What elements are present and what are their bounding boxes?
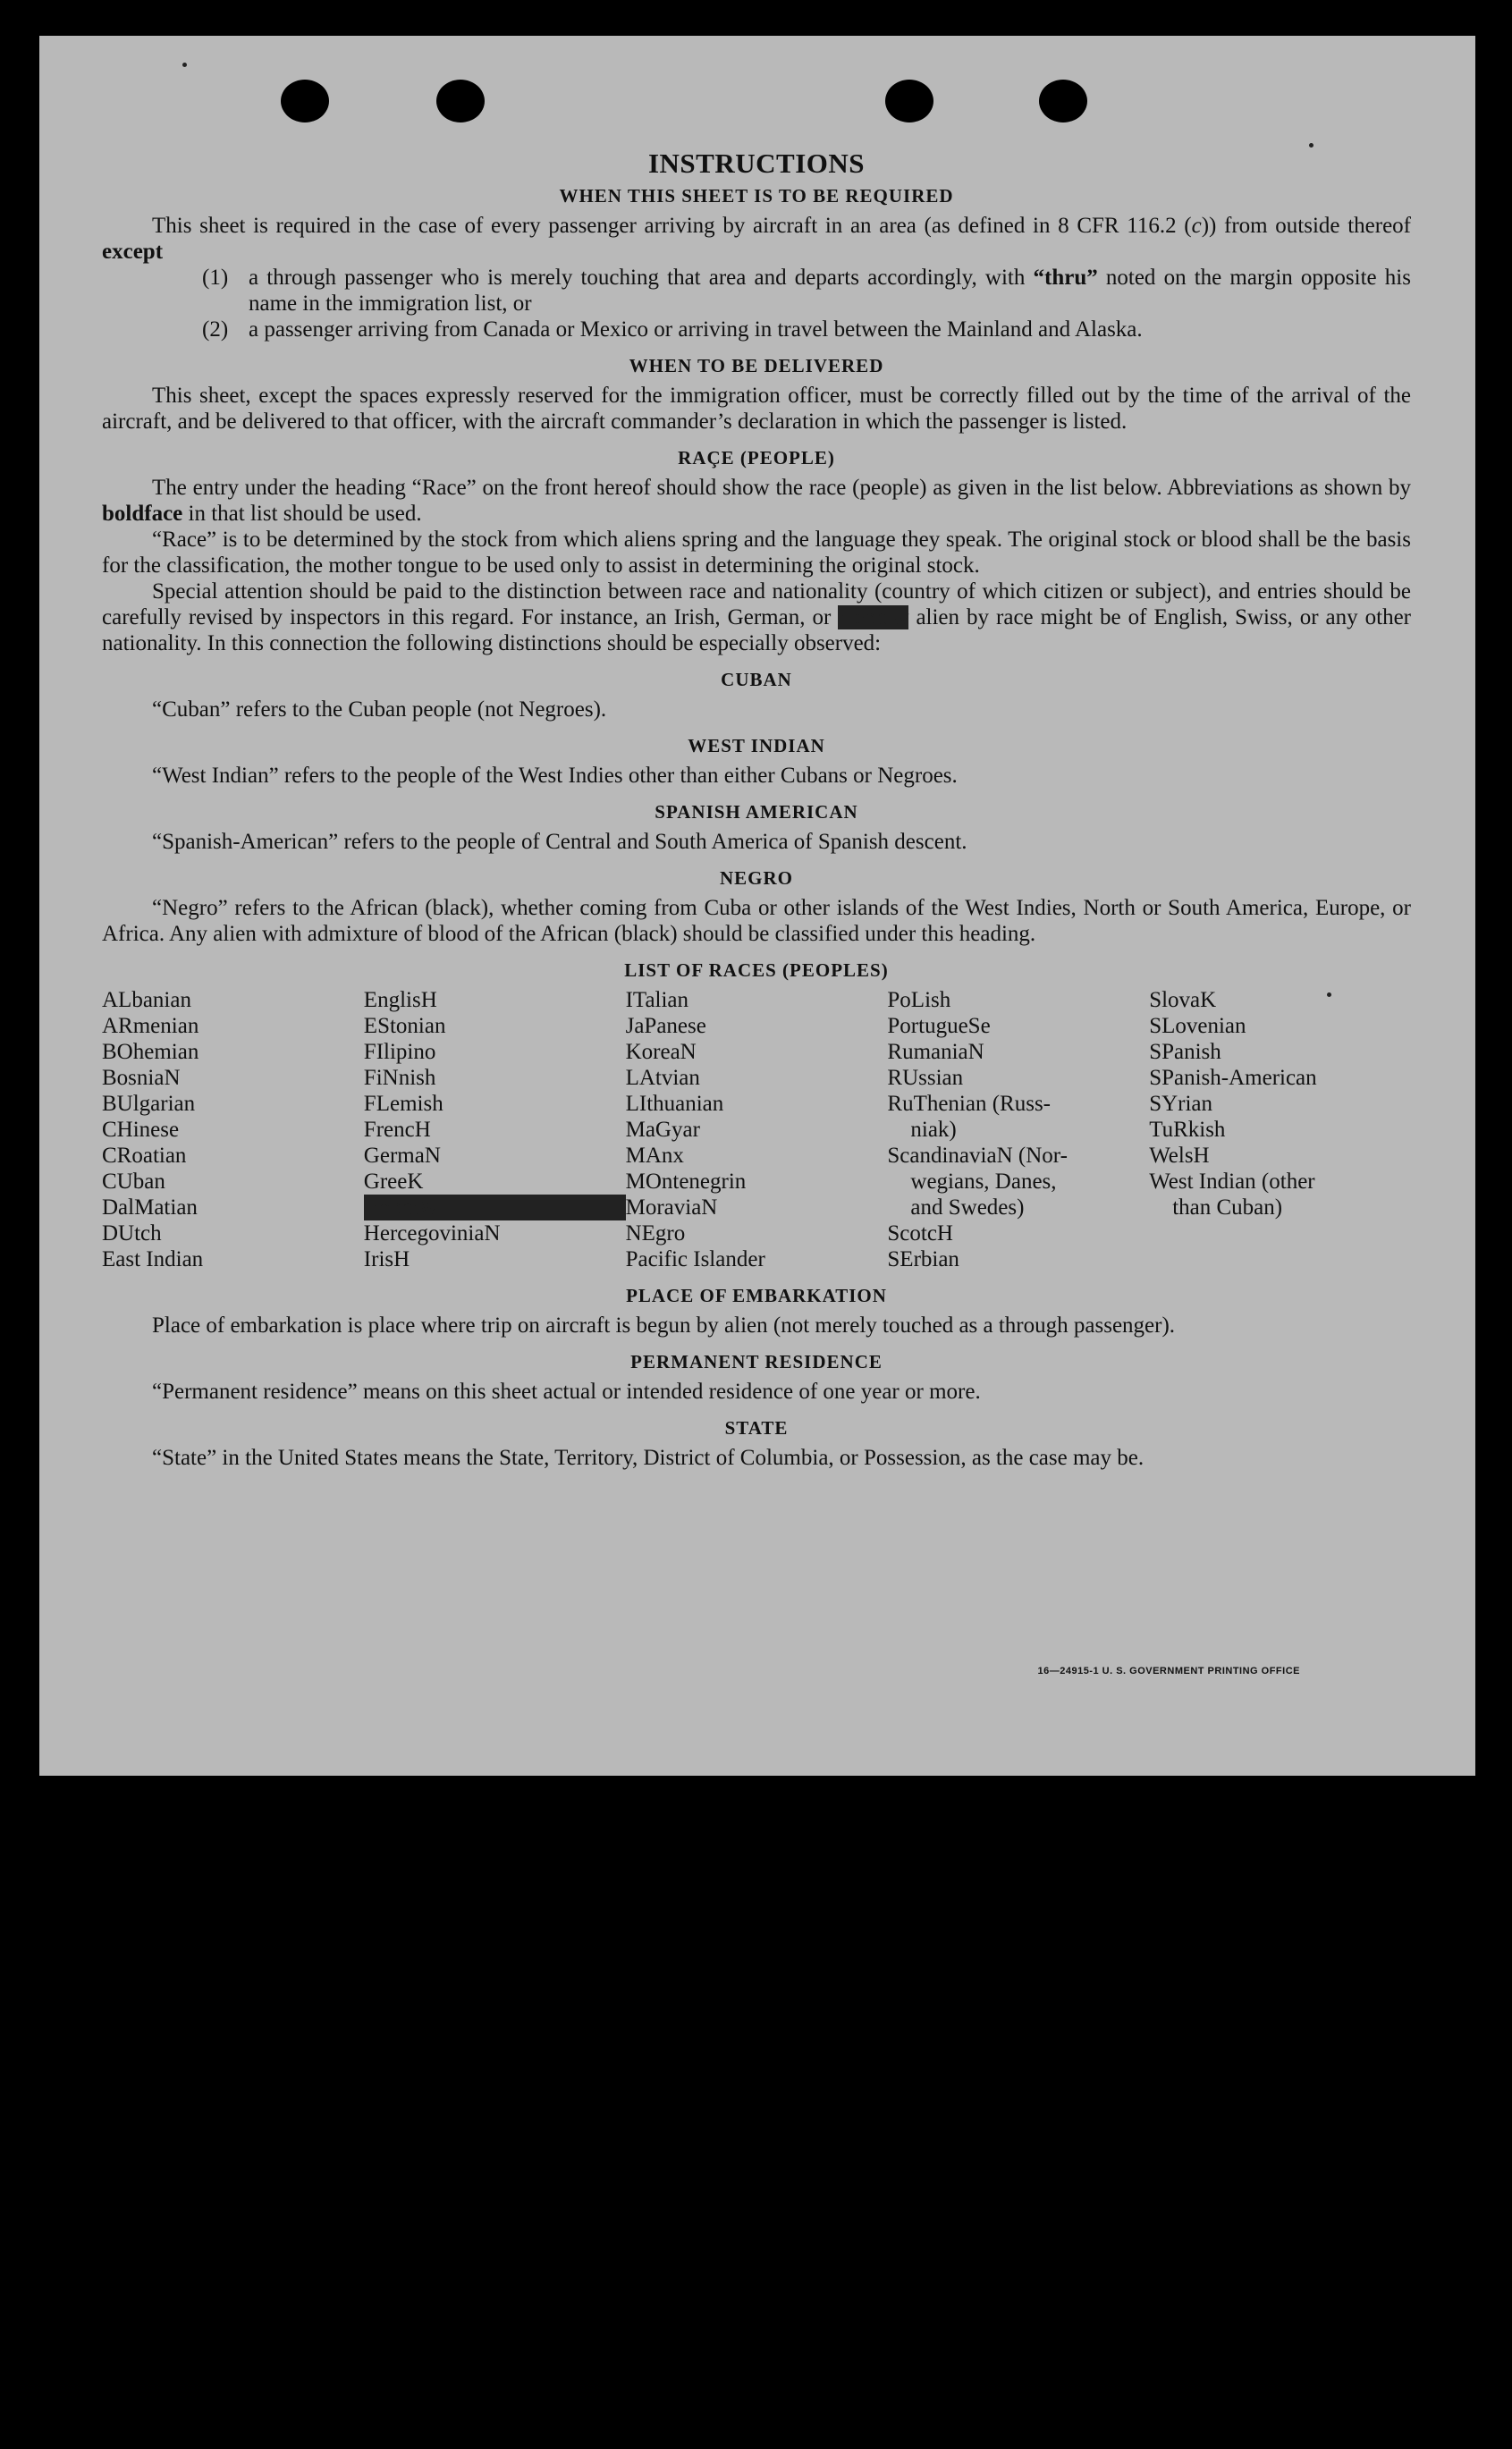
residence-text: “Permanent residence” means on this sheet actual or intended residence of one year or more. [152, 1380, 981, 1404]
races-list [102, 987, 1411, 1272]
race-list-item: RUssian [887, 1066, 964, 1090]
race-list-item: West Indian (other [1149, 1170, 1315, 1194]
race-list-item: ScandinaviaN (Nor- [887, 1144, 1068, 1168]
race-paragraph-2: “Race” is to be determined by the stock from which aliens spring and the language they speak. The original stock or blood shall be the basis for the classification, the mother tongue to be used only to assist in determining the original stock. [102, 528, 1411, 578]
race-list-item: CRoatian [102, 1144, 187, 1168]
embarkation-text: Place of embarkation is place where trip on aircraft is begun by alien (not merely touched as a through passenger). [152, 1313, 1176, 1338]
race-list-item: RuThenian (Russ- [887, 1092, 1052, 1116]
race-list-item: BosniaN [102, 1066, 181, 1090]
races-column-3 [626, 987, 888, 1272]
section-heading-west-indian: WEST INDIAN [688, 735, 825, 756]
section-heading-list: LIST OF RACES (PEOPLES) [624, 959, 889, 981]
race-list-item: EStonian [363, 1014, 446, 1038]
race-list-item: LAtvian [625, 1066, 700, 1090]
section-heading-race: RAÇE (PEOPLE) [678, 447, 835, 469]
section-heading-cuban: CUBAN [721, 669, 792, 690]
race-list-item: East Indian [102, 1247, 204, 1271]
race-list-item: MoraviaN [625, 1195, 718, 1220]
race-list-item: PortugueSe [887, 1014, 991, 1038]
race-list-item: SErbian [887, 1247, 959, 1271]
race-list-item: than Cuban) [1172, 1195, 1283, 1220]
printer-imprint: 16—24915-1 U. S. GOVERNMENT PRINTING OFFICE [1037, 1666, 1300, 1676]
race-list-item: CUban [102, 1170, 165, 1194]
race-list-item: and Swedes) [910, 1195, 1025, 1220]
race-list-item: NEgro [625, 1221, 686, 1246]
punch-hole [436, 80, 485, 122]
race-list-item: ARmenian [102, 1014, 199, 1038]
race-list-item: SYrian [1149, 1092, 1213, 1116]
race-list-item: FiNnish [363, 1066, 436, 1090]
races-column-2 [364, 987, 626, 1272]
section-heading-state: STATE [724, 1417, 789, 1439]
race-paragraph-1: The entry under the heading “Race” on the front hereof should show the race (people) as given in the list below. Abbreviations as shown by boldface in that list should be used. [102, 476, 1411, 526]
race-list-item: IrisH [363, 1247, 410, 1271]
race-list-item: ScotcH [887, 1221, 953, 1246]
race-list-item: FrencH [363, 1118, 431, 1142]
instruction-sheet [39, 36, 1475, 1776]
delivered-text: This sheet, except the spaces expressly reserved for the immigration officer, must be correctly filled out by the time of the arrival of the aircraft, and be delivered to that officer, with the aircraft commander’s declaration in which the passenger is listed. [102, 384, 1411, 434]
race-list-item: BOhemian [102, 1040, 199, 1064]
race-list-item: wegians, Danes, [910, 1170, 1057, 1194]
race-list-item: RumaniaN [887, 1040, 984, 1064]
state-text: “State” in the United States means the State, Territory, District of Columbia, or Possession, as the case may be. [152, 1446, 1145, 1470]
race-list-item: SlovaK [1149, 988, 1217, 1012]
speck [182, 63, 187, 67]
race-list-item: Pacific Islander [625, 1247, 765, 1271]
race-list-item: FLemish [363, 1092, 443, 1116]
race-list-item: BUlgarian [102, 1092, 196, 1116]
race-list-item: GermaN [363, 1144, 441, 1168]
race-list-item: SPanish [1149, 1040, 1221, 1064]
section-heading-delivered: WHEN TO BE DELIVERED [629, 355, 884, 376]
race-list-item: CHinese [102, 1118, 180, 1142]
race-list-item: HebreW [364, 1195, 626, 1220]
section-heading-embarkation: PLACE OF EMBARKATION [626, 1285, 887, 1306]
section-heading-residence: PERMANENT RESIDENCE [630, 1351, 883, 1372]
race-list-item: PoLish [887, 988, 951, 1012]
race-list-item: WelsH [1149, 1144, 1210, 1168]
race-list-item: MAnx [625, 1144, 684, 1168]
race-list-item: DUtch [102, 1221, 162, 1246]
required-item-1: (1) a through passenger who is merely touching that area and departs accordingly, with “thru” noted on the margin opposite his name in the immigration list, or [202, 266, 1411, 316]
negro-text: “Negro” refers to the African (black), whether coming from Cuba or other islands of the West Indies, North or South America, Europe, or Africa. Any alien with admixture of blood of the African (black) should be classified under this heading. [102, 896, 1411, 946]
page-title: INSTRUCTIONS [647, 148, 865, 179]
race-list-item: JaPanese [625, 1014, 706, 1038]
races-column-5 [1149, 987, 1411, 1272]
race-list-item: TuRkish [1149, 1118, 1226, 1142]
race-paragraph-3: Special attention should be paid to the distinction between race and nationality (country of which citizen or subject), and entries should be carefully revised by inspectors in this regard. For instance, an Irish, German, or Hebrew alien by race might be of English, Swiss, or any other nationality. In this connection the following distinctions should be especially observed: [102, 579, 1412, 655]
spanish-american-text: “Spanish-American” refers to the people of Central and South America of Spanish descent. [152, 830, 967, 854]
required-item-2: (2) a passenger arriving from Canada or Mexico or arriving in travel between the Mainland and Alaska. [202, 317, 1143, 342]
race-list-item: GreeK [363, 1170, 424, 1194]
race-list-item: SLovenian [1149, 1014, 1246, 1038]
cuban-text: “Cuban” refers to the Cuban people (not Negroes). [152, 697, 607, 722]
race-list-item: MOntenegrin [625, 1170, 747, 1194]
races-column-1 [102, 987, 364, 1272]
section-heading-negro: NEGRO [719, 867, 793, 889]
race-list-item: MaGyar [625, 1118, 700, 1142]
race-list-item: SPanish-American [1149, 1066, 1317, 1090]
section-heading-spanish-american: SPANISH AMERICAN [655, 801, 858, 823]
race-list-item: niak) [910, 1118, 957, 1142]
required-intro: This sheet is required in the case of every passenger arriving by aircraft in an area (as defined in 8 CFR 116.2 (c)) from outside thereof except [102, 214, 1411, 264]
race-list-item: LIthuanian [625, 1092, 724, 1116]
race-list-item: FIlipino [363, 1040, 436, 1064]
speck [1309, 143, 1313, 148]
race-list-item: HercegoviniaN [363, 1221, 501, 1246]
race-list-item: KoreaN [625, 1040, 697, 1064]
punch-hole [281, 80, 329, 122]
races-column-4 [887, 987, 1149, 1272]
race-list-item: ITalian [625, 988, 689, 1012]
race-list-item: EnglisH [363, 988, 437, 1012]
speck [1327, 992, 1331, 997]
west-indian-text: “West Indian” refers to the people of the West Indies other than either Cubans or Negroes. [152, 764, 958, 788]
punch-hole [1039, 80, 1087, 122]
race-list-item: ALbanian [102, 988, 191, 1012]
punch-hole [885, 80, 933, 122]
race-list-item: DalMatian [102, 1195, 198, 1220]
section-heading-required: WHEN THIS SHEET IS TO BE REQUIRED [559, 185, 954, 207]
